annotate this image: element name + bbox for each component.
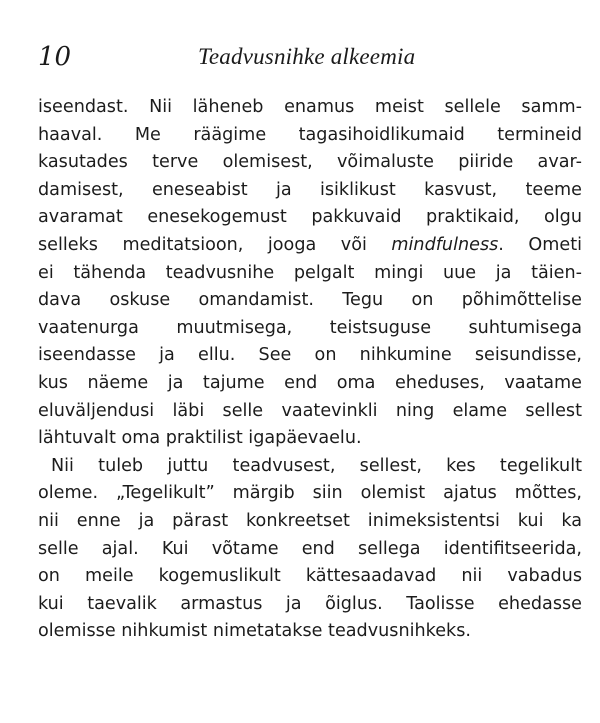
text-line: haaval. Me räägime tagasihoidlikumaid termineid [38,124,582,145]
text-line: ei tähenda teadvusnihe pelgalt mingi uue ja täien- [38,262,582,283]
text-line: Nii tuleb juttu teadvusest, sellest, kes tegelikult [51,455,582,476]
text-line: nii enne ja pärast konkreetset inimeksistentsi kui ka [38,510,582,531]
text-line: kui taevalik armastus ja õiglus. Taolisse ehedasse [38,593,582,614]
text-line: kasutades terve olemisest, võimaluste piiride avar- [38,152,582,173]
page-number: 10 [38,42,72,72]
text-line: olemisse nihkumist nimetatakse teadvusnihkeks. [38,621,471,642]
text-line: eluväljendusi läbi selle vaatevinkli ning elame sellest [38,400,582,421]
emphasis-mindfulness: mindfulness [391,234,499,255]
text-segment: . Ometi [498,234,582,255]
paragraph-2 [38,453,582,646]
paragraph-1 [38,94,582,453]
text-line: kus näeme ja tajume end oma eheduses, vaatame [38,372,582,393]
book-title: Teadvusnihke alkeemia [198,44,416,69]
text-line: oleme. „Tegelikult” märgib siin olemist ajatus mõttes, [38,483,582,504]
text-line: iseendast. Nii läheneb enamus meist sellele samm- [38,97,582,117]
text-line: iseendasse ja ellu. See on nihkumine seisundisse, [38,345,582,366]
text-line: selle ajal. Kui võtame end sellega identifitseerida, [38,538,582,559]
text-line: damisest, eneseabist ja isiklikust kasvust, teeme [38,179,582,200]
text-line: vaatenurga muutmisega, teistsuguse suhtumisega [38,317,582,338]
text-line: dava oskuse omandamist. Tegu on põhimõttelise [38,290,582,311]
running-head [38,40,578,80]
body-text [38,94,582,646]
text-segment: selleks meditatsioon, jooga või [38,234,392,255]
text-line-mixed [38,232,582,260]
text-line: avaramat enesekogemust pakkuvaid praktikaid, olgu [38,207,582,228]
text-line: lähtuvalt oma praktilist igapäevaelu. [38,428,362,449]
text-line: on meile kogemuslikult kättesaadavad nii vabadus [38,566,582,587]
